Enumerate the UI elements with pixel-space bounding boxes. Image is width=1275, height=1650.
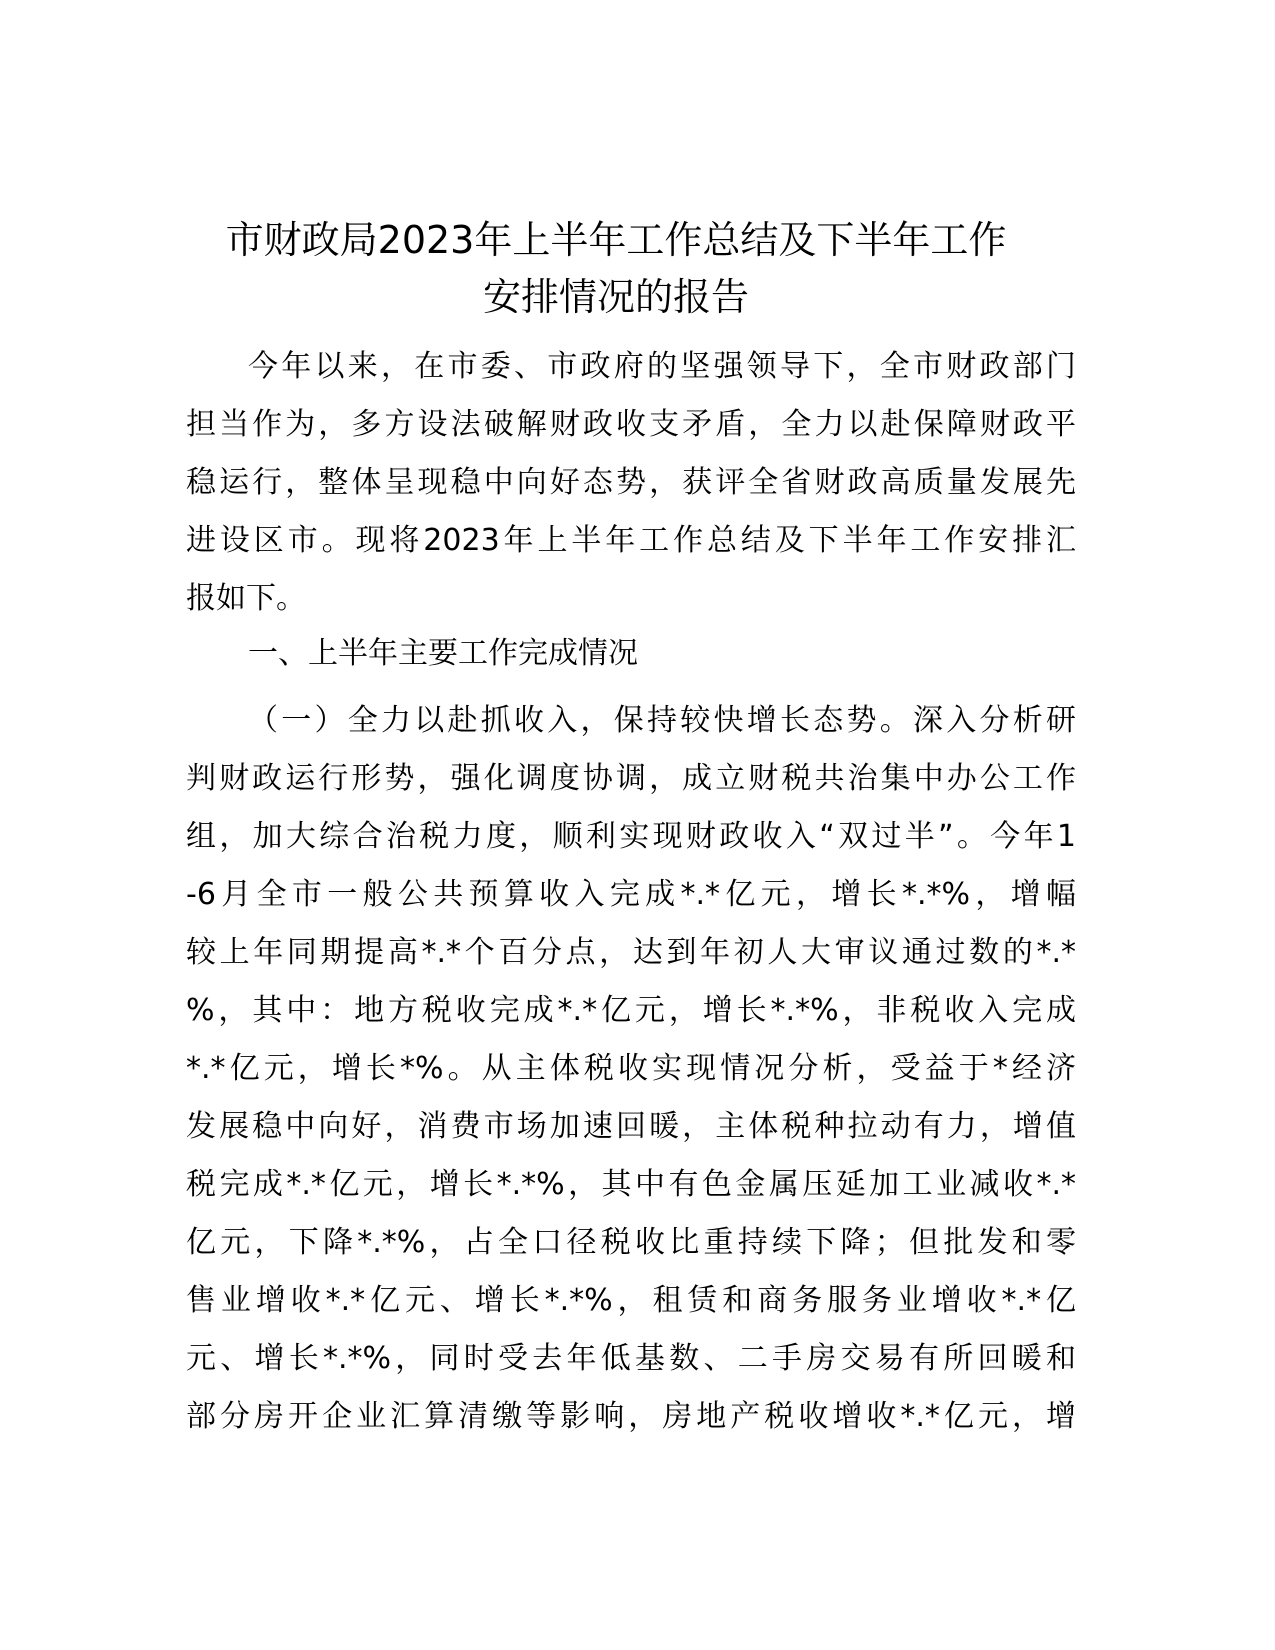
text-line: 稳运行，整体呈现稳中向好态势，获评全省财政高质量发展先: [186, 465, 1076, 500]
section-heading: [186, 625, 1076, 683]
text-line: 今年以来，在市委、市政府的坚强领导下，全市财政部门: [248, 349, 1076, 384]
text-line: 发展稳中向好，消费市场加速回暖，主体税种拉动有力，增值: [186, 1109, 1076, 1144]
intro-paragraph: [186, 338, 1076, 628]
text-line: -6月全市一般公共预算收入完成*.*亿元，增长*.*%，增幅: [186, 877, 1076, 912]
section-heading-text: 一、上半年主要工作完成情况: [248, 636, 638, 671]
text-line: %，其中：地方税收完成*.*亿元，增长*.*%，非税收入完成: [186, 993, 1076, 1028]
subsection-paragraph: [186, 692, 1076, 1446]
text-line: （一）全力以赴抓收入，保持较快增长态势。深入分析研: [248, 703, 1076, 738]
text-line: 组，加大综合治税力度，顺利实现财政收入“双过半”。今年1: [186, 819, 1076, 854]
text-line: 判财政运行形势，强化调度协调，成立财税共治集中办公工作: [186, 761, 1076, 796]
text-line: 部分房开企业汇算清缴等影响，房地产税收增收*.*亿元，增: [186, 1399, 1076, 1434]
text-line: 元、增长*.*%，同时受去年低基数、二手房交易有所回暖和: [186, 1341, 1076, 1376]
text-line: 税完成*.*亿元，增长*.*%，其中有色金属压延加工业减收*.*: [186, 1167, 1076, 1202]
text-line: 进设区市。现将2023年上半年工作总结及下半年工作安排汇: [186, 523, 1076, 558]
text-line: *.*亿元，增长*%。从主体税收实现情况分析，受益于*经济: [186, 1051, 1076, 1086]
text-line: 报如下。: [186, 581, 306, 616]
text-line: 较上年同期提高*.*个百分点，达到年初人大审议通过数的*.*: [186, 935, 1076, 970]
text-line: 亿元，下降*.*%，占全口径税收比重持续下降；但批发和零: [186, 1225, 1076, 1260]
document-title: [180, 212, 1052, 326]
title-line: 市财政局2023年上半年工作总结及下半年工作: [225, 218, 1007, 262]
title-line: 安排情况的报告: [482, 275, 749, 319]
text-line: 售业增收*.*亿元、增长*.*%，租赁和商务服务业增收*.*亿: [186, 1283, 1076, 1318]
text-line: 担当作为，多方设法破解财政收支矛盾，全力以赴保障财政平: [186, 407, 1076, 442]
